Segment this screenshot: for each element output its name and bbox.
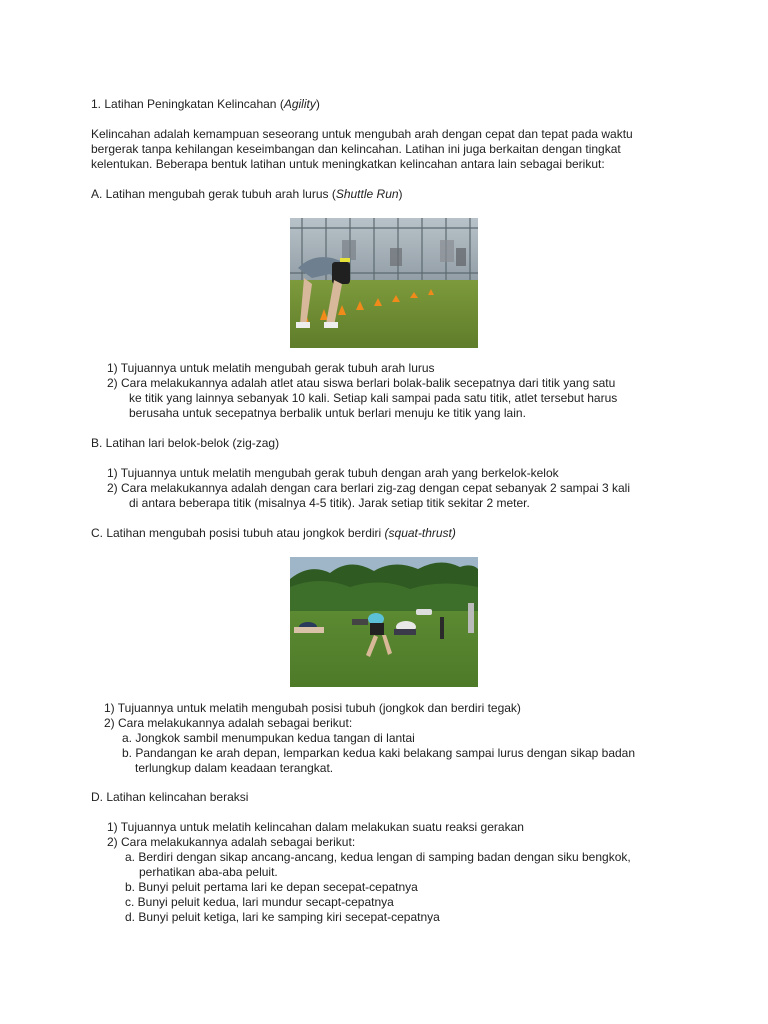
sub-list-item: b. Pandangan ke arah depan, lemparkan kedua kaki belakang sampai lurus dengan sikap badan xyxy=(122,746,636,760)
list-item-continuation: di antara beberapa titik (misalnya 4-5 titik). Jarak setiap titik sekitar 2 meter. xyxy=(129,496,530,510)
sub-list-item-continuation: perhatikan aba-aba peluit. xyxy=(139,865,278,879)
sub-list-item-continuation: terlungkup dalam keadaan terangkat. xyxy=(135,761,334,775)
list-item: 1) Tujuannya untuk melatih mengubah posisi tubuh (jongkok dan berdiri tegak) xyxy=(104,701,521,715)
list-item: 1) Tujuannya untuk melatih mengubah gerak tubuh arah lurus xyxy=(107,361,435,375)
intro-line: kelentukan. Beberapa bentuk latihan untuk meningkatkan kelincahan antara lain sebagai berikut: xyxy=(91,157,605,171)
list-item-continuation: berusaha untuk secepatnya berbalik untuk berlari menuju ke titik yang lain. xyxy=(129,406,526,420)
intro-line: Kelincahan adalah kemampuan seseorang untuk mengubah arah dengan cepat dan tepat pada waktu xyxy=(91,127,633,141)
shuttle-run-photo xyxy=(290,218,478,348)
list-item: 2) Cara melakukannya adalah dengan cara berlari zig-zag dengan cepat sebanyak 2 sampai 3 kali xyxy=(107,481,630,495)
section-heading: 1. Latihan Peningkatan Kelincahan (Agility) xyxy=(91,97,320,111)
list-item: 1) Tujuannya untuk melatih kelincahan dalam melakukan suatu reaksi gerakan xyxy=(107,820,524,834)
part-a-heading: A. Latihan mengubah gerak tubuh arah lurus (Shuttle Run) xyxy=(91,187,403,201)
list-item-continuation: ke titik yang lainnya sebanyak 10 kali. Setiap kali sampai pada satu titik, atlet tersebut harus xyxy=(129,391,618,405)
sub-list-item: d. Bunyi peluit ketiga, lari ke samping kiri secepat-cepatnya xyxy=(125,910,440,924)
list-item: 2) Cara melakukannya adalah atlet atau siswa berlari bolak-balik secepatnya dari titik yang satu xyxy=(107,376,616,390)
intro-line: bergerak tanpa kehilangan keseimbangan dan kelincahan. Latihan ini juga berkaitan dengan tingkat xyxy=(91,142,621,156)
list-item: 1) Tujuannya untuk melatih mengubah gerak tubuh dengan arah yang berkelok-kelok xyxy=(107,466,559,480)
list-item: 2) Cara melakukannya adalah sebagai berikut: xyxy=(104,716,353,730)
part-b-heading: B. Latihan lari belok-belok (zig-zag) xyxy=(91,436,280,450)
sub-list-item: a. Jongkok sambil menumpukan kedua tangan di lantai xyxy=(122,731,415,745)
part-c-heading: C. Latihan mengubah posisi tubuh atau jongkok berdiri (squat-thrust) xyxy=(91,526,456,540)
part-d-heading: D. Latihan kelincahan beraksi xyxy=(91,790,249,804)
sub-list-item: c. Bunyi peluit kedua, lari mundur secapt-cepatnya xyxy=(125,895,394,909)
sub-list-item: b. Bunyi peluit pertama lari ke depan secepat-cepatnya xyxy=(125,880,418,894)
squat-thrust-photo xyxy=(290,557,478,687)
sub-list-item: a. Berdiri dengan sikap ancang-ancang, kedua lengan di samping badan dengan siku bengkok, xyxy=(125,850,631,864)
list-item: 2) Cara melakukannya adalah sebagai berikut: xyxy=(107,835,356,849)
